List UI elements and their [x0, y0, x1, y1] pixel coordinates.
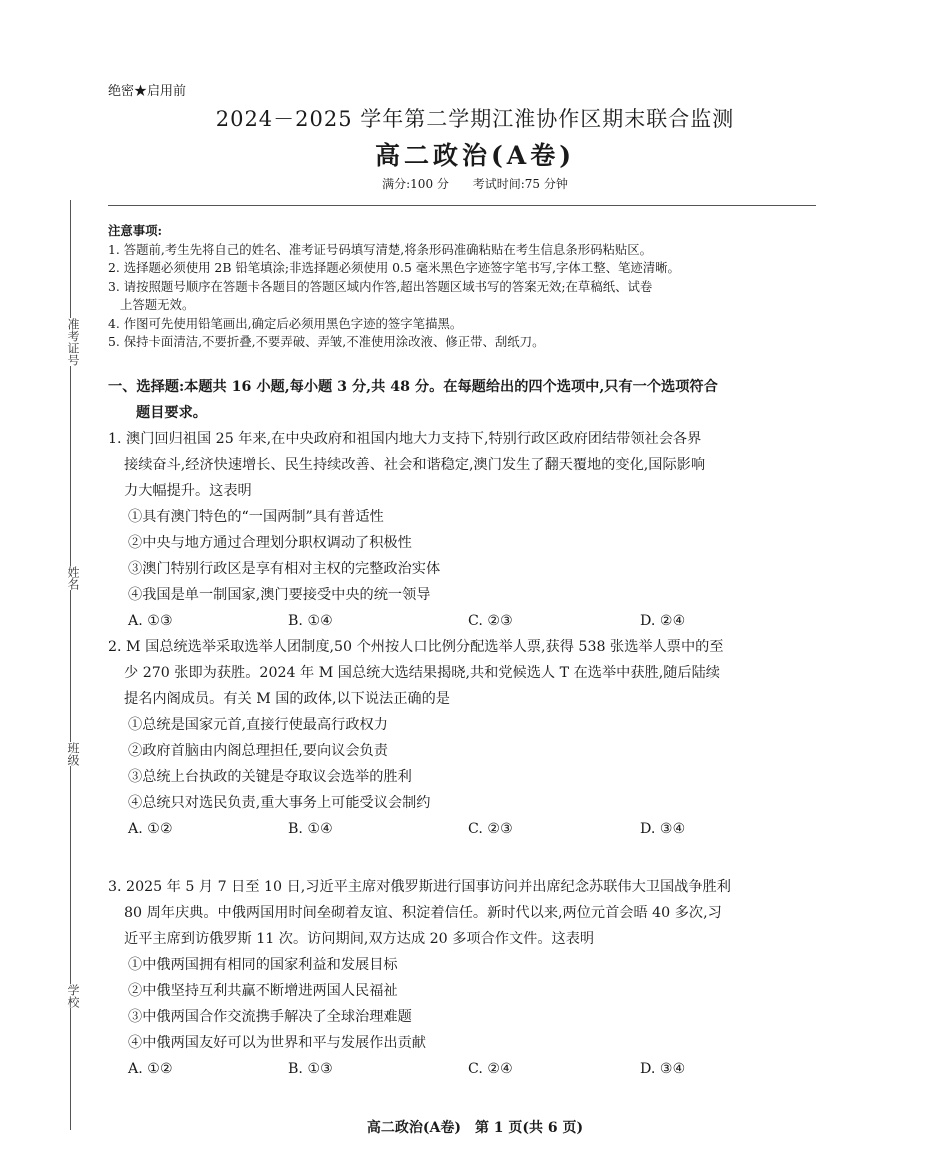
choice-c: C. ②③: [468, 613, 513, 629]
instruction-item: 5. 保持卡面清洁,不要折叠,不要弄破、弄皱,不准使用涂改液、修正带、刮纸刀。: [108, 334, 545, 349]
choice-b: B. ①③: [288, 1061, 333, 1077]
question-stem-line: 提名内阁成员。有关 M 国的政体,以下说法正确的是: [124, 691, 450, 707]
question-stem-line: 1. 澳门回归祖国 25 年来,在中央政府和祖国内地大力支持下,特别行政区政府团结带领社会各界: [108, 431, 702, 447]
statement-option: ②中央与地方通过合理划分职权调动了积极性: [128, 535, 412, 551]
subject-title: 高二政治(A卷): [374, 141, 576, 170]
section-heading-line: 一、选择题:本题共 16 小题,每小题 3 分,共 48 分。在每题给出的四个选项中,只有一个选项符合: [108, 379, 718, 395]
choice-a: A. ①③: [128, 613, 173, 629]
exam-time: 考试时间:75 分钟: [472, 177, 568, 191]
choice-b: B. ①④: [288, 613, 333, 629]
choice-a: A. ①②: [128, 821, 173, 837]
binding-label-exam-number: 准考证号: [58, 318, 82, 366]
page-footer: 高二政治(A卷) 第 1 页(共 6 页): [366, 1120, 584, 1136]
instruction-item: 2. 选择题必须使用 2B 铅笔填涂;非选择题必须使用 0.5 毫米黑色字迹签字笔书写,字体工整、笔迹清晰。: [108, 260, 680, 275]
question-stem-line: 3. 2025 年 5 月 7 日至 10 日,习近平主席对俄罗斯进行国事访问并出席纪念苏联伟大卫国战争胜利: [108, 879, 731, 895]
statement-option: ④中俄两国友好可以为世界和平与发展作出贡献: [128, 1035, 426, 1051]
exam-title: 2024－2025 学年第二学期江淮协作区期末联合监测: [215, 107, 735, 131]
instructions: [108, 222, 848, 352]
binding-label-name: 姓名: [58, 566, 82, 590]
choice-a: A. ①②: [128, 1061, 173, 1077]
answer-choices: [108, 1056, 848, 1082]
statement-option: ①总统是国家元首,直接行使最高行政权力: [128, 717, 388, 733]
full-score: 满分:100 分: [382, 177, 449, 191]
statement-option: ③中俄两国合作交流携手解决了全球治理难题: [128, 1009, 412, 1025]
statement-option: ①中俄两国拥有相同的国家利益和发展目标: [128, 957, 398, 973]
choice-d: D. ②④: [640, 613, 686, 629]
choice-b: B. ①④: [288, 821, 333, 837]
statement-option: ②政府首脑由内阁总理担任,要向议会负责: [128, 743, 388, 759]
question-stem-line: 2. M 国总统选举采取选举人团制度,50 个州按人口比例分配选举人票,获得 538 张选举人票中的至: [108, 639, 724, 655]
binding-label-class: 班级: [58, 742, 82, 766]
binding-label-school: 学校: [58, 984, 82, 1008]
question-stem-line: 接续奋斗,经济快速增长、民生持续改善、社会和谐稳定,澳门发生了翻天覆地的变化,国际影响: [124, 457, 706, 473]
instruction-item: 4. 作图可先使用铅笔画出,确定后必须用黑色字迹的签字笔描黑。: [108, 315, 463, 331]
answer-choices: [108, 608, 848, 634]
choice-c: C. ②③: [468, 821, 513, 837]
section-heading-line: 题目要求。: [136, 405, 207, 421]
confidential-mark: 绝密★启用前: [108, 84, 187, 99]
statement-option: ③总统上台执政的关键是夺取议会选举的胜利: [128, 769, 412, 785]
statement-option: ③澳门特别行政区是享有相对主权的完整政治实体: [128, 561, 441, 577]
score-line: [0, 175, 950, 192]
instructions-heading: 注意事项:: [108, 223, 163, 238]
instruction-item: 上答题无效。: [120, 297, 195, 312]
choice-d: D. ③④: [640, 1061, 686, 1077]
question-stem-line: 80 周年庆典。中俄两国用时间垒砌着友谊、积淀着信任。新时代以来,两位元首会晤 40 多次,习: [124, 905, 722, 921]
question-stem-line: 近平主席到访俄罗斯 11 次。访问期间,双方达成 20 多项合作文件。这表明: [124, 931, 595, 947]
choice-c: C. ②④: [468, 1061, 513, 1077]
statement-option: ①具有澳门特色的“一国两制”具有普适性: [128, 509, 384, 525]
statement-option: ④总统只对选民负责,重大事务上可能受议会制约: [128, 795, 431, 811]
instruction-item: 3. 请按照题号顺序在答题卡各题目的答题区域内作答,超出答题区域书写的答案无效;在草稿纸、试卷: [108, 278, 653, 294]
statement-option: ④我国是单一制国家,澳门要接受中央的统一领导: [128, 587, 431, 603]
question-stem-line: 少 270 张即为获胜。2024 年 M 国总统大选结果揭晓,共和党候选人 T 在选举中获胜,随后陆续: [124, 665, 720, 681]
instruction-item: 1. 答题前,考生先将自己的姓名、准考证号码填写清楚,将条形码准确粘贴在考生信息条形码粘贴区。: [108, 241, 653, 257]
question-3: [108, 874, 848, 1082]
section-heading: [108, 374, 848, 426]
question-1: [108, 426, 848, 634]
choice-d: D. ③④: [640, 821, 686, 837]
statement-option: ②中俄坚持互利共赢不断增进两国人民福祉: [128, 983, 398, 999]
question-2: [108, 634, 848, 842]
answer-choices: [108, 816, 848, 842]
header-divider: [108, 205, 816, 206]
question-stem-line: 力大幅提升。这表明: [124, 483, 252, 499]
